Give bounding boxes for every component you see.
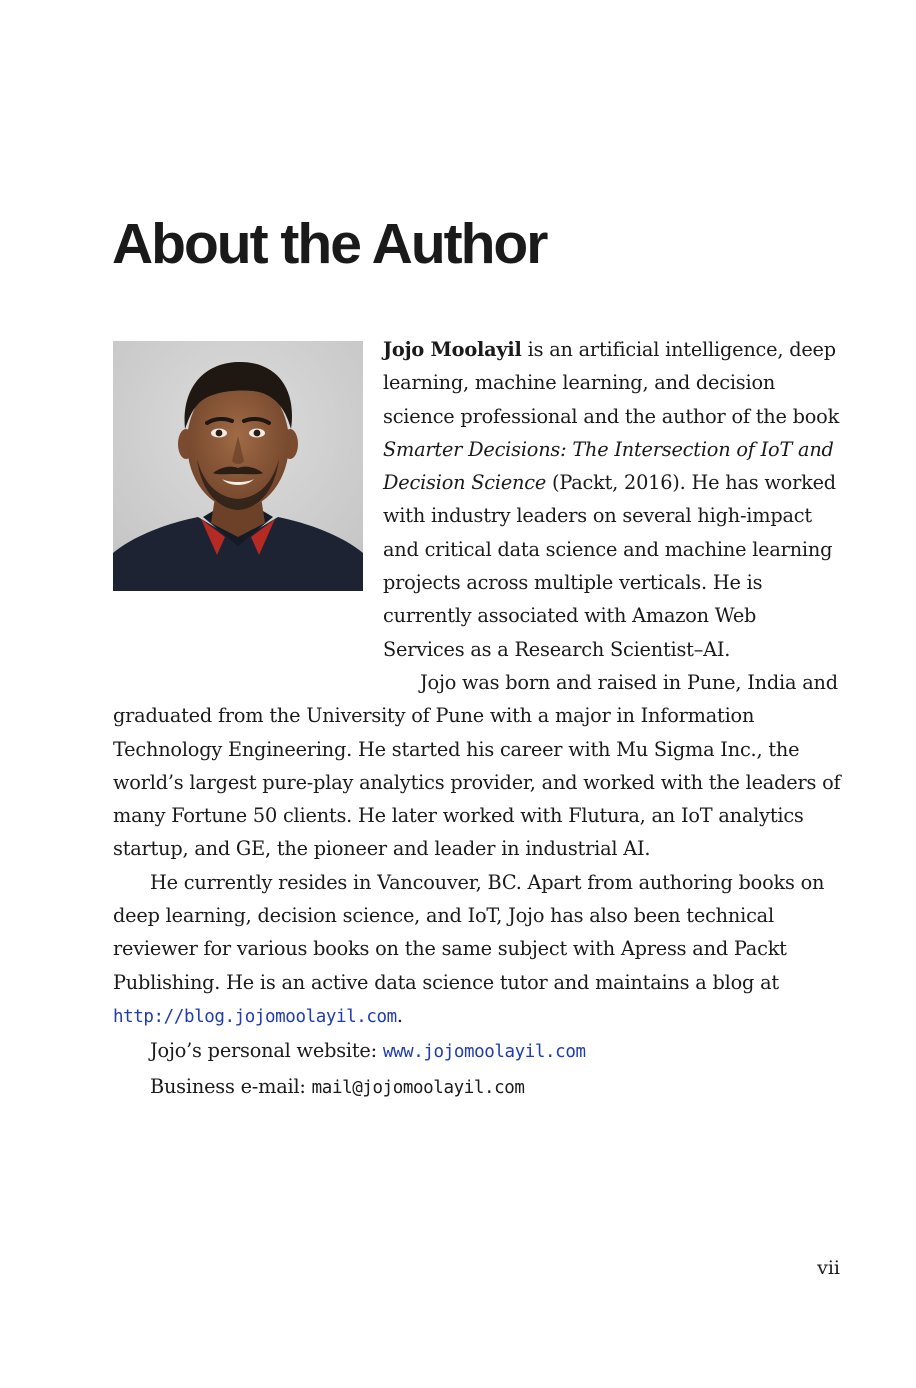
page-title: About the Author (112, 212, 547, 276)
bio-text (113, 333, 841, 1105)
author-name: Jojo Moolayil (383, 338, 522, 361)
email-address: mail@jojomoolayil.com (311, 1077, 525, 1098)
website-link[interactable]: www.jojomoolayil.com (382, 1042, 586, 1063)
personal-website-line: Jojo’s personal website: www.jojomoolayil.com (150, 1039, 586, 1063)
page-number: vii (817, 1257, 840, 1279)
blog-link[interactable]: http://blog.jojomoolayil.com (113, 1006, 397, 1027)
bio-paragraph-2: Jojo was born and raised in Pune, India and graduated from the University of Pune with a major in Information Technology Engineering. He started his career with Mu Sigma Inc., the world’s largest pure-play analytics provider, and worked with the leaders of many Fortune 50 clients. He later worked with Flutura, an IoT analytics startup, and GE, the pioneer and leader in industrial AI. (113, 670, 841, 861)
book-title: Smarter Decisions: The Intersection of IoT and Decision Science (383, 437, 834, 495)
bio-paragraph-1: Jojo Moolayil is an artificial intelligence, deep learning, machine learning, and decision science professional and the author of the book Smarter Decisions: The Intersection of IoT and Decision Science (Packt, 2016). He has worked with industry leaders on several high-impact and critical data science and machine learning projects across multiple verticals. He is currently associated with Amazon Web Services as a Research Scientist–AI. (383, 338, 840, 661)
bio-paragraph-3: He currently resides in Vancouver, BC. Apart from authoring books on deep learning, decision science, and IoT, Jojo has also been technical reviewer for various books on the same subject with Apress and Packt Publishing. He is an active data science tutor and maintains a blog at http://blog.jojomoolayil.com. (113, 870, 825, 1027)
business-email-line: Business e-mail: mail@jojomoolayil.com (150, 1074, 525, 1098)
